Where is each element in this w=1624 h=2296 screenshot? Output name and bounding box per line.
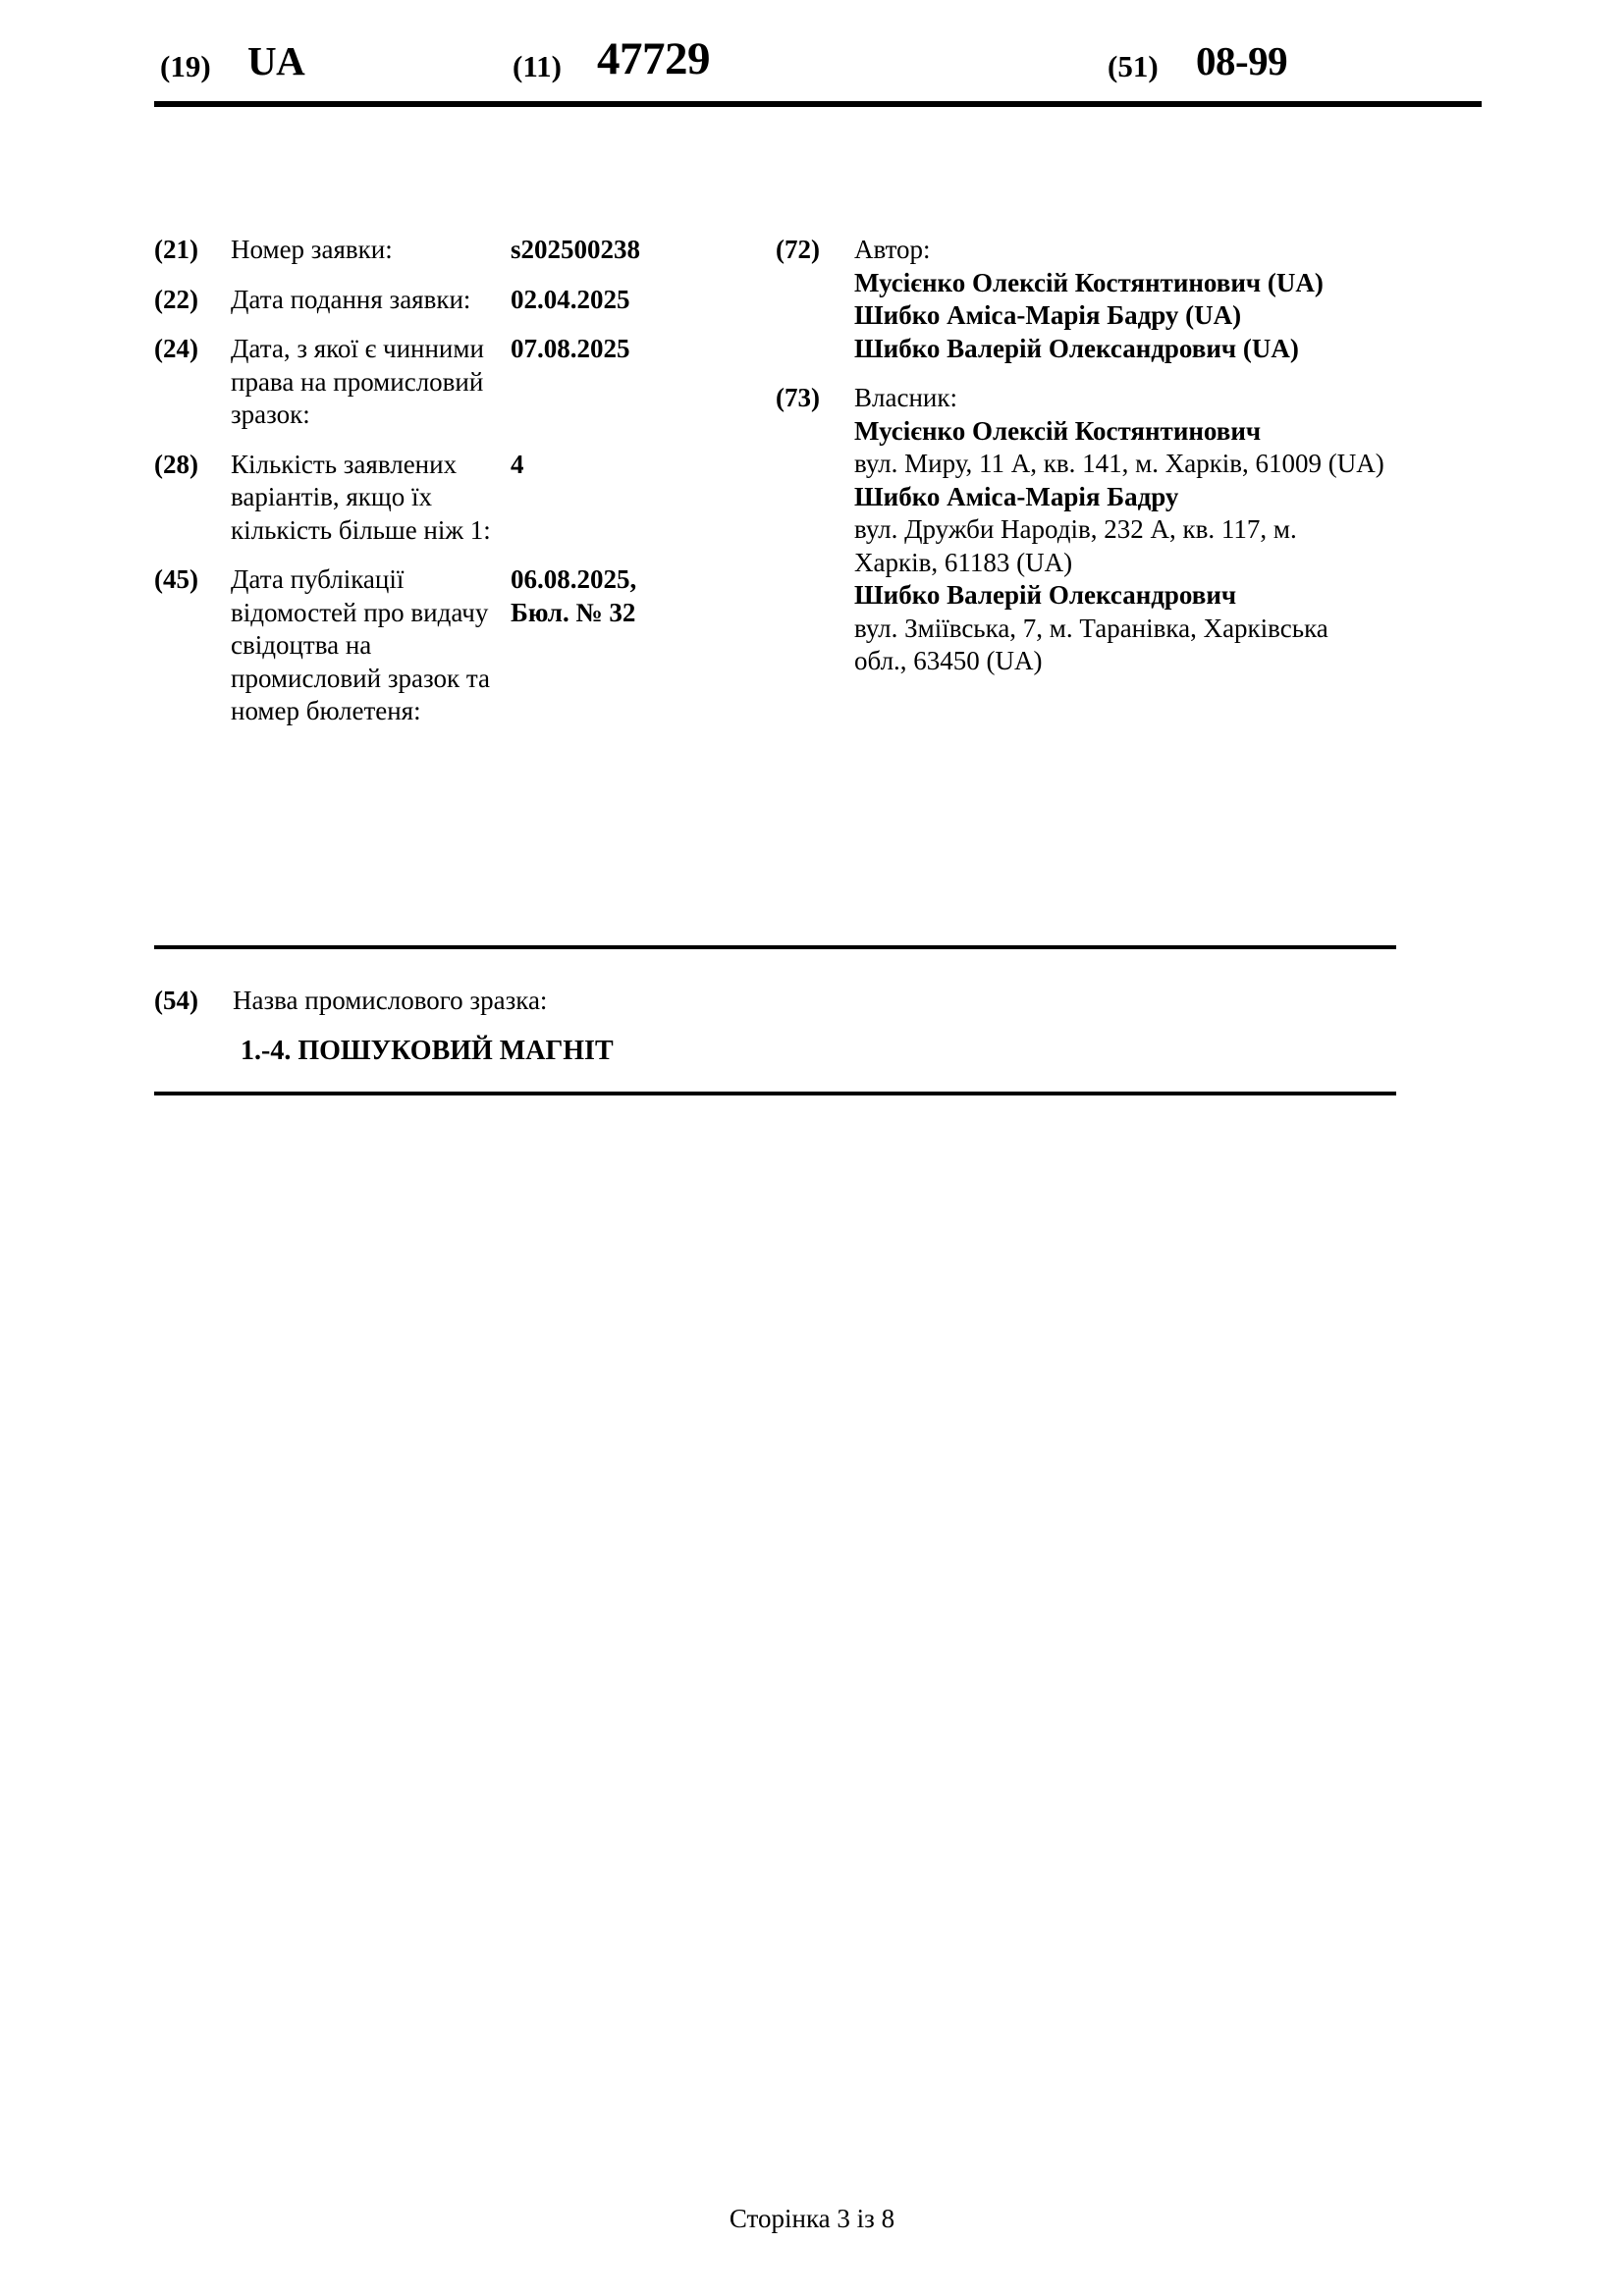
owner-address: вул. Зміївська, 7, м. Таранівка, Харківська обл., 63450 (UA) (854, 613, 1328, 675)
owners-block (854, 382, 1384, 678)
field-row-22 (154, 284, 704, 317)
inventors-block (854, 234, 1384, 365)
owner-address: вул. Миру, 11 А, кв. 141, м. Харків, 61009 (UA) (854, 449, 1384, 478)
header-divider (154, 101, 1482, 107)
bibliographic-left-column (154, 234, 704, 745)
field-row-72 (776, 234, 1384, 365)
field-label: Власник: (854, 383, 957, 412)
field-label: Дата, з якої є чинними права на промисловий зразок: (231, 334, 484, 429)
document-header (0, 33, 1624, 98)
title-section-bottom-divider (154, 1092, 1396, 1095)
field-row-21 (154, 234, 704, 267)
field-value: s202500238 (511, 235, 641, 264)
field-code: (24) (154, 334, 198, 363)
field-value: 4 (511, 449, 524, 479)
field-label: Дата подання заявки: (231, 284, 471, 314)
inventor-entry (854, 267, 1384, 300)
owner-name: Шибко Аміса-Марія Бадру (854, 481, 1179, 511)
page-number-text: Сторінка 3 із 8 (729, 2204, 895, 2233)
owner-entry (854, 579, 1384, 613)
field-label: Номер заявки: (231, 235, 393, 264)
field-code: (21) (154, 235, 198, 264)
inventor-entry (854, 333, 1384, 366)
field-code: (73) (776, 383, 820, 412)
field-label: Дата публікації відомостей про видачу свідоцтва на промисловий зразок та номер бюлетеня: (231, 564, 490, 725)
document-number-code-label: (11) (513, 49, 562, 83)
field-row-24 (154, 333, 704, 432)
title-label-row (154, 985, 1396, 1018)
design-title: 1.-4. ПОШУКОВИЙ МАГНІТ (241, 1035, 614, 1066)
inventor-name: Шибко Аміса-Марія Бадру (UA) (854, 300, 1242, 330)
field-row-45 (154, 563, 704, 728)
owner-entry (854, 415, 1384, 449)
design-title-section (154, 985, 1396, 1067)
owner-address: вул. Дружби Народів, 232 А, кв. 117, м. Харків, 61183 (UA) (854, 514, 1297, 577)
field-value: 07.08.2025 (511, 334, 630, 363)
document-number-value: 47729 (597, 33, 710, 84)
field-label: Автор: (854, 235, 931, 264)
classification-code-label: (51) (1108, 49, 1159, 83)
page-footer (0, 2203, 1624, 2235)
title-section-top-divider (154, 945, 1396, 949)
field-label: Кількість заявлених варіантів, якщо їх кількість більше ніж 1: (231, 449, 491, 545)
classification-value: 08-99 (1196, 38, 1288, 83)
field-row-73 (776, 382, 1384, 678)
field-code: (45) (154, 564, 198, 594)
field-code: (22) (154, 284, 198, 314)
field-value: 06.08.2025, Бюл. № 32 (511, 564, 637, 627)
country-value: UA (247, 38, 305, 83)
country-code-label: (19) (160, 49, 211, 83)
field-code: (28) (154, 449, 198, 479)
inventor-name: Мусієнко Олексій Костянтинович (UA) (854, 267, 1324, 297)
field-row-28 (154, 449, 704, 548)
owner-name: Шибко Валерій Олександрович (854, 580, 1237, 610)
bibliographic-right-column (776, 234, 1384, 695)
field-code: (54) (154, 986, 198, 1015)
inventor-entry (854, 299, 1384, 333)
field-value: 02.04.2025 (511, 284, 630, 314)
owner-name: Мусієнко Олексій Костянтинович (854, 415, 1262, 446)
field-label: Назва промислового зразка: (233, 986, 548, 1015)
inventor-name: Шибко Валерій Олександрович (UA) (854, 333, 1299, 363)
owner-entry (854, 481, 1384, 514)
field-code: (72) (776, 235, 820, 264)
